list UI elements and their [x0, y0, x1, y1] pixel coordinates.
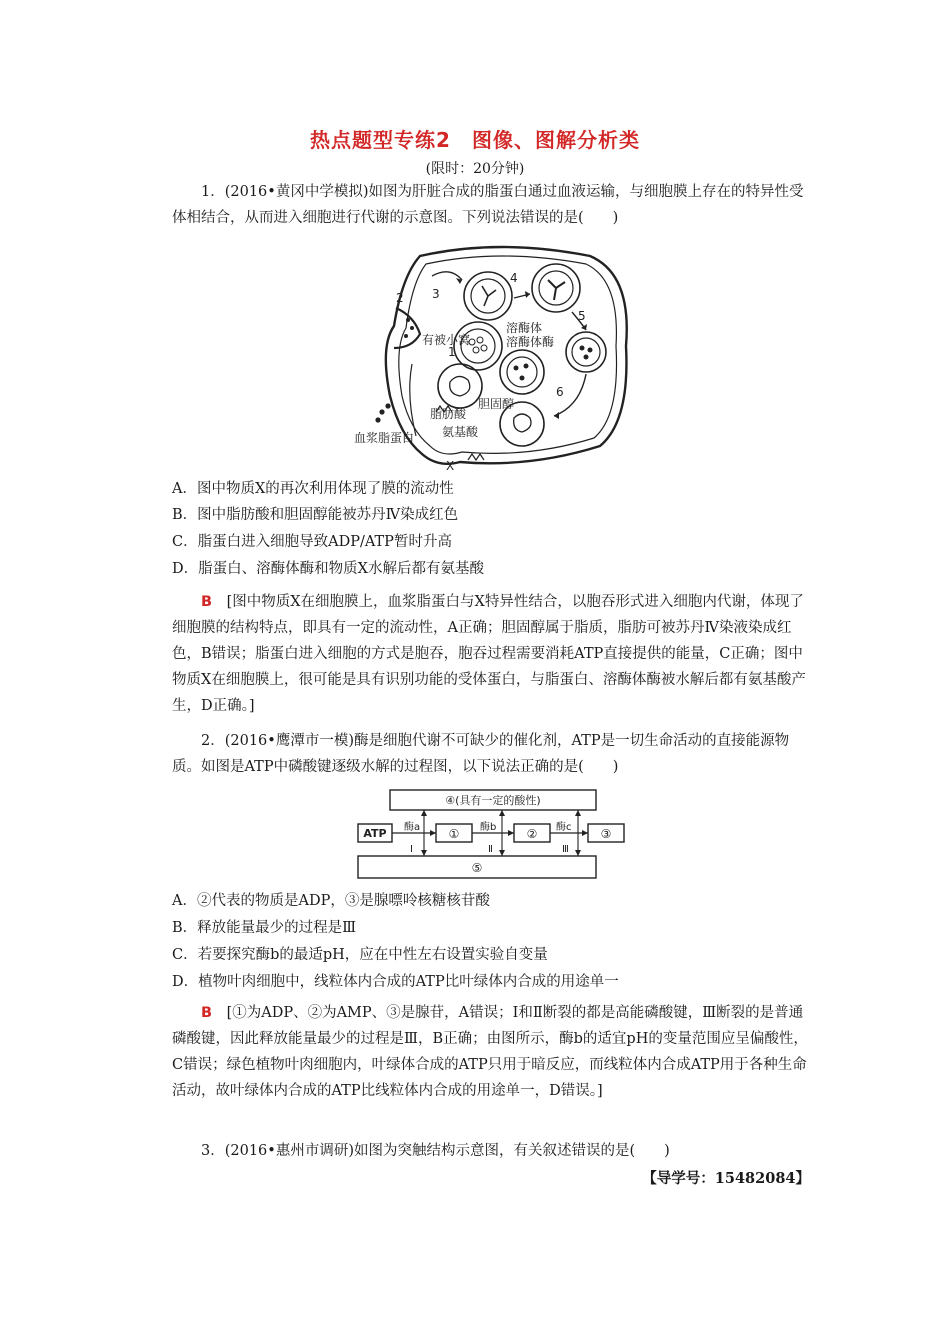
q2-option-b: B．释放能量最少的过程是Ⅲ: [172, 920, 357, 936]
vesicle-5: [438, 364, 482, 408]
label-n1: 1: [448, 345, 456, 359]
q2-atp-diagram: [356, 788, 626, 882]
label-pit: 有被小窝: [422, 333, 471, 347]
label-amino-acid: 氨基酸: [442, 425, 479, 439]
label-n5: 5: [578, 309, 586, 323]
q2-bottom-box: ⑤: [471, 861, 483, 875]
q1-explanation: [图中物质X在细胞膜上，血浆脂蛋白与X特异性结合，以胞吞形式进入细胞内代谢，体现了细胞膜的结构特点，即具有一定的流动性，A正确；胆固醇属于脂质，脂肪可被苏丹Ⅳ染液染成红色，B错误；脂蛋白进入细胞的方式是胞吞，胞吞过程需要消耗ATP直接提供的能量，C正确；图中物质X在细胞膜上，很可能是具有识别功能的受体蛋白，与脂蛋白、溶酶体酶被水解后都有氨基酸产生，D正确。]: [172, 594, 806, 714]
q1-option-d: D．脂蛋白、溶酶体酶和物质X水解后都有氨基酸: [172, 561, 484, 577]
q2-stem: 2．(2016•鹰潭市一模)酶是细胞代谢不可缺少的催化剂，ATP是一切生命活动的直接能源物质。如图是ATP中磷酸键逐级水解的过程图，以下说法正确的是( ): [172, 733, 790, 775]
q2-roman-2: Ⅱ: [488, 844, 493, 855]
q1-cell-diagram: [350, 236, 640, 476]
q2-box-2: ②: [526, 827, 538, 841]
q2-answer-block: [172, 1000, 812, 1104]
q2-top-box: ④(具有一定的酸性): [445, 794, 541, 807]
label-x: X: [446, 459, 455, 473]
label-lysosome: 溶酶体: [506, 321, 543, 335]
q1-answer: B: [201, 594, 213, 610]
q2-roman-1: Ⅰ: [410, 844, 413, 855]
q1-option-c: C．脂蛋白进入细胞导致ADP/ATP暂时升高: [172, 534, 452, 550]
q1-answer-block: [172, 589, 812, 719]
label-cholesterol: 胆固醇: [478, 397, 515, 411]
label-fatty-acid: 脂肪酸: [430, 407, 467, 421]
label-lysozyme: 溶酶体酶: [506, 335, 555, 349]
q2-enzyme-c: 酶c: [556, 822, 572, 833]
q2-answer: B: [201, 1005, 213, 1021]
page-title: 热点题型专练2 图像、图解分析类: [310, 128, 640, 152]
label-n4: 4: [510, 271, 518, 285]
q1-option-b: B．图中脂肪酸和胆固醇能被苏丹Ⅳ染成红色: [172, 507, 459, 523]
label-n3: 3: [432, 287, 440, 301]
time-limit: (限时：20分钟): [425, 161, 525, 177]
q1-option-a: A．图中物质X的再次利用体现了膜的流动性: [172, 481, 454, 497]
q1-stem: 1．(2016•黄冈中学模拟)如图为肝脏合成的脂蛋白通过血液运输，与细胞膜上存在的特异性受体相结合，从而进入细胞进行代谢的示意图。下列说法错误的是( ): [172, 184, 804, 226]
q2-atp-box: ATP: [363, 827, 387, 840]
q2-enzyme-a: 酶a: [404, 822, 421, 833]
q2-explanation: [①为ADP、②为AMP、③是腺苷，A错误；Ⅰ和Ⅱ断裂的都是高能磷酸键，Ⅲ断裂的是普通磷酸键，因此释放能量最少的过程是Ⅲ，B正确；由图所示，酶b的适宜pH的变量范围应呈偏酸性，C错误；绿色植物叶肉细胞内，叶绿体合成的ATP只用于暗反应，而线粒体内合成ATP用于各种生命活动，故叶绿体内合成的ATP比线粒体内合成的用途单一，D错误。]: [172, 1005, 808, 1099]
label-plasma-lipoprotein: 血浆脂蛋白: [354, 431, 415, 445]
label-n2: 2: [396, 291, 404, 305]
q2-box-1: ①: [448, 827, 460, 841]
q2-option-d: D．植物叶肉细胞中，线粒体内合成的ATP比叶绿体内合成的用途单一: [172, 974, 619, 990]
guide-number: 【导学号：15482084】: [642, 1170, 810, 1187]
q3-stem: 3．(2016•惠州市调研)如图为突触结构示意图，有关叙述错误的是( ): [201, 1143, 670, 1159]
q2-box-3: ③: [600, 827, 612, 841]
q2-option-c: C．若要探究酶b的最适pH，应在中性左右设置实验自变量: [172, 947, 548, 963]
label-n6: 6: [556, 385, 564, 399]
q2-option-a: A．②代表的物质是ADP，③是腺嘌呤核糖核苷酸: [172, 893, 490, 909]
q2-roman-3: Ⅲ: [562, 844, 569, 855]
q2-enzyme-b: 酶b: [480, 822, 497, 833]
